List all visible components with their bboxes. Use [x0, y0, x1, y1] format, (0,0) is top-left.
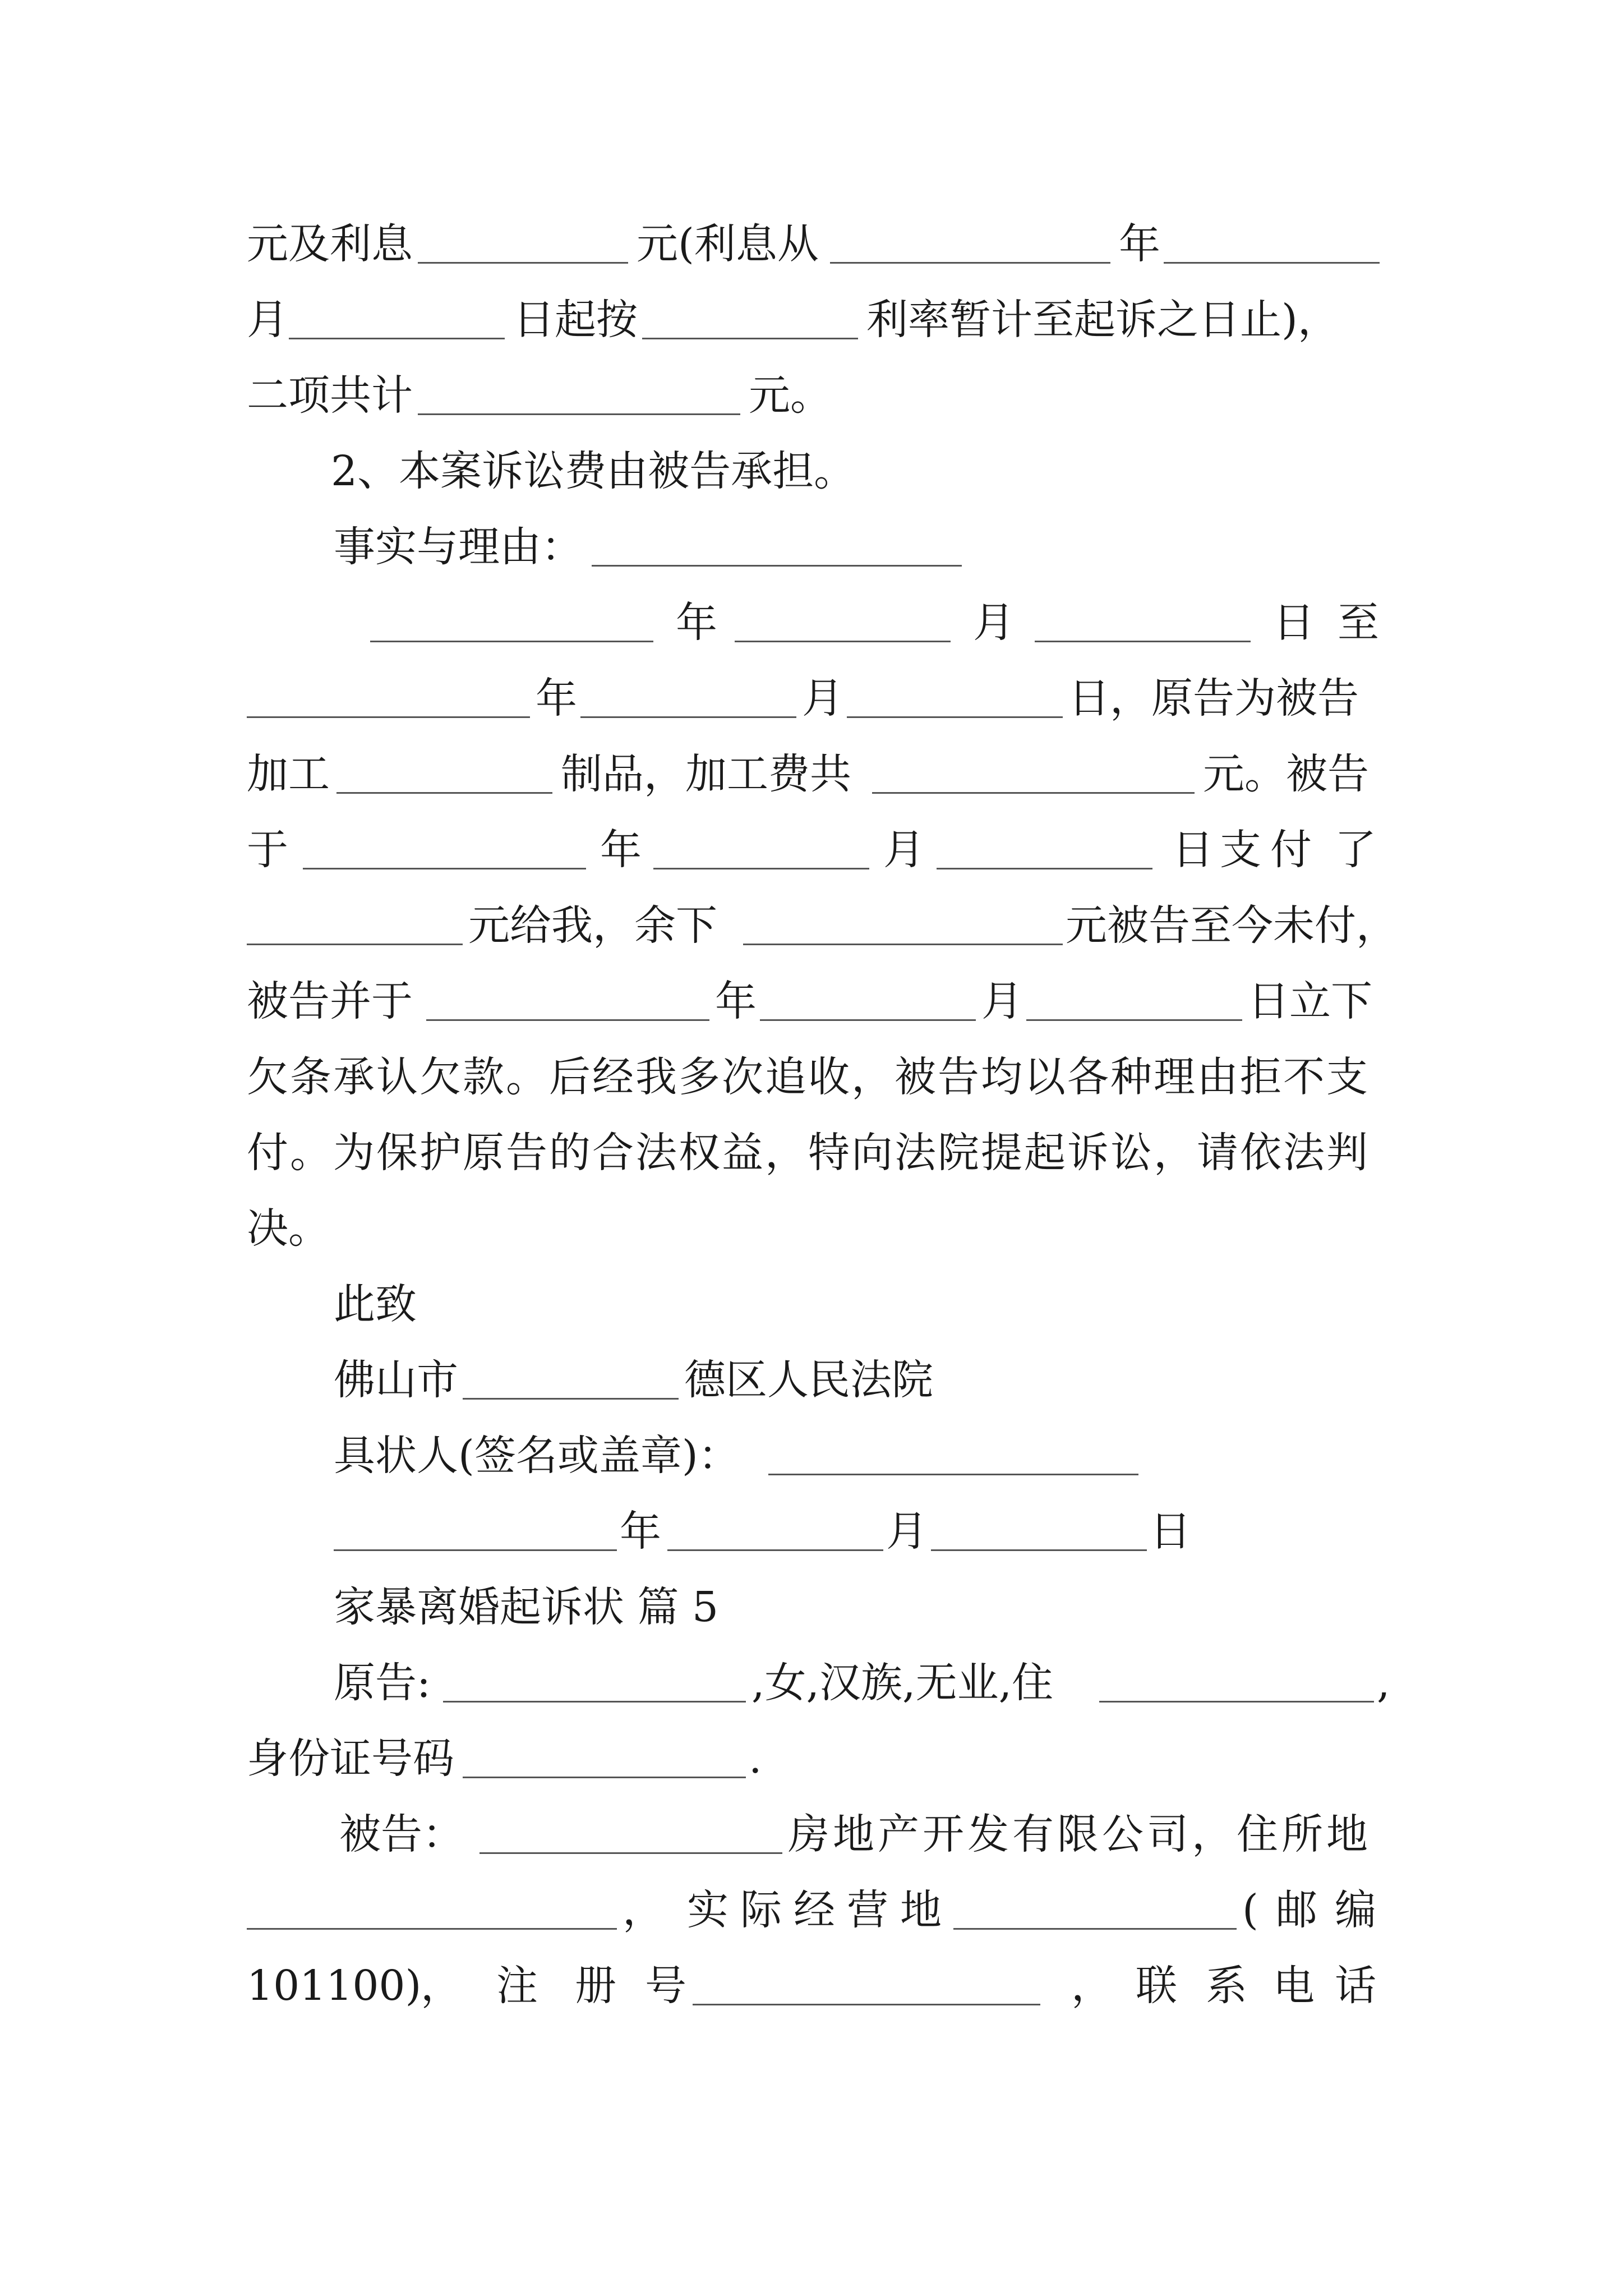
- blank-line: [443, 1701, 746, 1703]
- text-segment: 元。被告: [1203, 750, 1369, 798]
- text-segment: 日立下: [1248, 977, 1372, 1025]
- text-segment: 元(利息从: [637, 220, 819, 268]
- text-segment: 编: [1335, 1886, 1376, 1934]
- text-segment: 月: [247, 296, 288, 344]
- text-line-5: [0, 513, 1623, 581]
- text-line-24: [0, 1952, 1623, 2019]
- blank-line: [463, 1398, 679, 1400]
- text-segment: 日起按: [513, 296, 638, 344]
- blank-line: [592, 565, 962, 567]
- text-segment: 地: [900, 1886, 942, 1934]
- text-segment: 付。为保护原告的合法权益，特向法院提起诉讼，请依法判: [247, 1129, 1370, 1177]
- blank-line: [847, 716, 1063, 718]
- text-segment: 电: [1273, 1962, 1315, 2010]
- text-segment: 年: [620, 1507, 661, 1556]
- text-segment: 月: [973, 599, 1015, 647]
- text-segment: 于: [247, 826, 288, 874]
- text-segment: 被告并于: [247, 977, 413, 1025]
- text-segment: 付: [1270, 826, 1312, 874]
- blank-line: [693, 2004, 1040, 2005]
- text-segment: 际: [740, 1886, 782, 1934]
- text-segment: 经: [794, 1886, 835, 1934]
- text-segment: 实: [687, 1886, 728, 1934]
- text-segment: 联: [1136, 1962, 1177, 2010]
- text-line-8: [0, 740, 1623, 808]
- text-line-22: [0, 1801, 1623, 1868]
- text-line-4: [0, 438, 1623, 505]
- blank-line: [418, 262, 628, 264]
- text-segment: 元。: [749, 371, 832, 420]
- text-line-2: [0, 286, 1623, 353]
- text-segment: 决。: [247, 1204, 330, 1253]
- blank-line: [336, 792, 552, 794]
- text-segment: 利率暂计至起诉之日止)，: [866, 296, 1339, 344]
- blank-line: [580, 716, 796, 718]
- blank-line: [1099, 1701, 1374, 1703]
- text-segment: 月: [802, 674, 843, 723]
- text-segment: .: [749, 1734, 762, 1783]
- text-segment: 身份证号码: [247, 1734, 454, 1783]
- blank-line: [247, 944, 463, 945]
- text-segment: 101100): [247, 1962, 422, 2010]
- text-segment: 系: [1206, 1962, 1247, 2010]
- blank-line: [953, 1928, 1237, 1930]
- text-segment: 二项共计: [247, 371, 413, 420]
- text-line-13: [0, 1119, 1623, 1186]
- text-line-12: [0, 1043, 1623, 1111]
- text-segment: ，: [623, 1886, 664, 1934]
- text-line-16: [0, 1346, 1623, 1414]
- text-segment: 原告:: [334, 1659, 431, 1707]
- text-segment: 被告：: [339, 1810, 464, 1858]
- text-segment: 日: [1273, 599, 1315, 647]
- text-line-7: [0, 665, 1623, 732]
- text-segment: 月: [886, 1507, 928, 1556]
- text-segment: 年: [676, 599, 717, 647]
- text-segment: 元给我，余下: [468, 901, 717, 950]
- text-segment: 佛山市: [334, 1356, 458, 1404]
- blank-line: [418, 413, 740, 415]
- blank-line: [334, 1549, 617, 1551]
- blank-line: [760, 1019, 976, 1021]
- text-segment: 2、本案诉讼费由被告承担。: [331, 447, 856, 495]
- text-segment: 年: [536, 674, 577, 723]
- text-segment: 日: [1150, 1507, 1191, 1556]
- blank-line: [289, 338, 505, 339]
- blank-line: [642, 338, 858, 339]
- text-line-3: [0, 362, 1623, 429]
- blank-line: [937, 868, 1152, 869]
- text-segment: 至: [1338, 599, 1379, 647]
- text-segment: 年: [1119, 220, 1160, 268]
- text-segment: 邮: [1276, 1886, 1317, 1934]
- text-line-10: [0, 892, 1623, 959]
- text-segment: 了: [1335, 826, 1376, 874]
- blank-line: [735, 641, 951, 642]
- text-line-9: [0, 816, 1623, 884]
- text-segment: 制品，加工费共: [561, 750, 851, 798]
- blank-line: [1035, 641, 1251, 642]
- text-segment: ,: [1377, 1659, 1390, 1707]
- text-segment: 具状人(签名或盖章)：: [334, 1432, 740, 1480]
- blank-line: [872, 792, 1195, 794]
- text-segment: 话: [1335, 1962, 1376, 2010]
- blank-line: [931, 1549, 1147, 1551]
- text-segment: 号: [645, 1962, 686, 2010]
- text-line-1: [0, 210, 1623, 278]
- blank-line: [830, 262, 1110, 264]
- text-segment: 支: [1220, 826, 1261, 874]
- text-segment: ，: [1071, 1962, 1113, 2010]
- text-segment: 加工: [247, 750, 330, 798]
- text-segment: 日: [1172, 826, 1214, 874]
- blank-line: [653, 868, 869, 869]
- text-segment: 日，原告为被告: [1068, 674, 1359, 723]
- text-segment: 年: [715, 977, 757, 1025]
- text-line-20: [0, 1649, 1623, 1717]
- text-line-21: [0, 1725, 1623, 1792]
- text-line-18: [0, 1498, 1623, 1565]
- text-segment: 年: [600, 826, 642, 874]
- blank-line: [1164, 262, 1380, 264]
- blank-line: [479, 1852, 782, 1854]
- text-segment: 事实与理由：: [334, 523, 583, 571]
- text-segment: 注: [496, 1962, 538, 2010]
- text-line-11: [0, 968, 1623, 1035]
- text-segment: 德区人民法院: [684, 1356, 933, 1404]
- text-segment: 欠条承认欠款。后经我多次追收，被告均以各种理由拒不支: [247, 1053, 1370, 1101]
- text-segment: ,女,汉族,无业,住: [751, 1659, 1054, 1707]
- text-line-14: [0, 1195, 1623, 1262]
- text-line-17: [0, 1422, 1623, 1489]
- text-line-19: [0, 1573, 1623, 1641]
- blank-line: [247, 1928, 617, 1930]
- blank-line: [768, 1474, 1138, 1475]
- text-segment: 房地产开发有限公司，住所地: [788, 1810, 1371, 1858]
- text-segment: ，: [421, 1962, 462, 2010]
- text-segment: 月: [883, 826, 925, 874]
- text-segment: (: [1242, 1886, 1258, 1934]
- text-segment: 此致: [334, 1280, 417, 1328]
- blank-line: [426, 1019, 709, 1021]
- blank-line: [370, 641, 653, 642]
- blank-line: [303, 868, 586, 869]
- blank-line: [247, 716, 530, 718]
- text-segment: 元及利息: [247, 220, 413, 268]
- text-line-23: [0, 1876, 1623, 1944]
- text-line-15: [0, 1271, 1623, 1338]
- text-line-6: [0, 589, 1623, 656]
- text-segment: 家暴离婚起诉状 篇 5: [334, 1583, 719, 1631]
- text-segment: 月: [981, 977, 1023, 1025]
- blank-line: [463, 1777, 746, 1778]
- blank-line: [1026, 1019, 1242, 1021]
- blank-line: [667, 1549, 883, 1551]
- text-segment: 元被告至今未付，: [1066, 901, 1398, 950]
- text-segment: 册: [575, 1962, 616, 2010]
- text-segment: 营: [847, 1886, 888, 1934]
- blank-line: [743, 944, 1063, 945]
